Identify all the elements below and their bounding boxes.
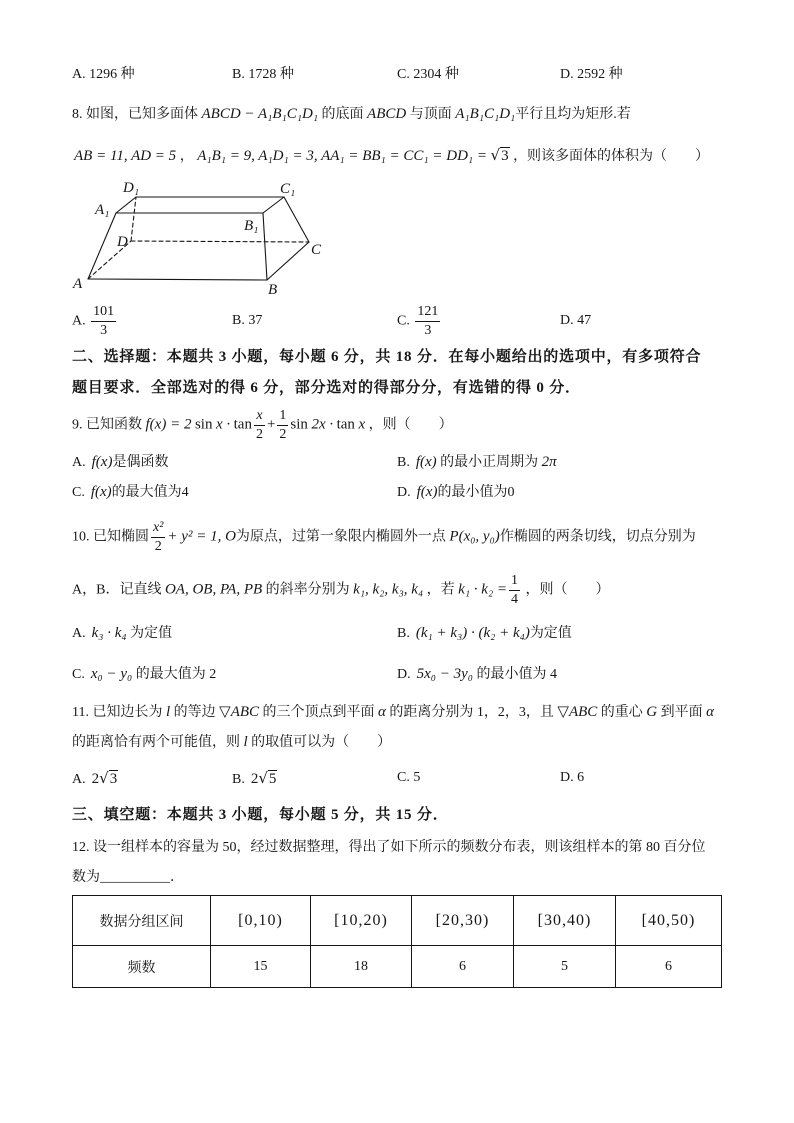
- option-math: f(x): [90, 484, 112, 500]
- table-header-cell: [30,40): [514, 896, 616, 946]
- q10-stem-text: 10. 已知椭圆: [72, 529, 149, 545]
- option-text: 的最小正周期为: [440, 455, 539, 470]
- option-text: 为定值: [130, 626, 173, 641]
- fraction: [254, 409, 265, 442]
- edge-b-c: [267, 242, 309, 280]
- q8-condition-top: A₁B₁ = 9, A₁D₁ = 3, AA₁ = BB₁ = CC₁ = DD₁ =: [197, 148, 487, 164]
- vertex-label-b1: B₁: [244, 218, 259, 234]
- fraction: [277, 409, 288, 442]
- fraction-denominator: 2: [279, 427, 287, 442]
- option-math: (k₁ + k₃) · (k₂ + k₄): [415, 625, 530, 641]
- option-label: B.: [397, 455, 410, 470]
- sqrt-radicand: 3: [109, 771, 118, 787]
- q9-option-b: [397, 452, 557, 473]
- option-label: A.: [72, 772, 86, 787]
- edge-a1-d1: [116, 197, 136, 213]
- fraction-denominator: 4: [511, 592, 519, 607]
- q8-option-d: D. 47: [560, 313, 592, 328]
- q11-stem-text: 到平面: [660, 705, 703, 720]
- polyhedron-figure: [68, 176, 338, 300]
- q8-stem-line-1: [72, 104, 631, 125]
- vertex-label-a: A: [73, 276, 83, 292]
- q10-stem-text: 作椭圆的两条切线，切点分别为: [499, 529, 696, 545]
- q10-stem-text: ，若: [426, 582, 455, 598]
- q11-option-c: C. 5: [397, 770, 421, 785]
- option-math: x₀ − y₀: [90, 666, 133, 682]
- option-label: B.: [232, 772, 245, 787]
- q8-stem-text: 8. 如图，已知多面体: [72, 107, 198, 122]
- fraction-denominator: 3: [424, 323, 432, 338]
- fraction-denominator: 2: [154, 539, 162, 554]
- vertex-label-c1: C₁: [280, 181, 296, 197]
- section-3-heading: 三、填空题：本题共 3 小题，每小题 5 分，共 15 分．: [72, 807, 449, 823]
- table-header-cell: [0,10): [211, 896, 311, 946]
- table-cell: 6: [616, 946, 722, 988]
- fraction-numerator: x²: [151, 521, 165, 538]
- q11-stem-line-2: [72, 732, 391, 753]
- table-header-cell: 数据分组区间: [73, 896, 211, 946]
- sqrt-radicand: 5: [268, 771, 277, 787]
- q10-stem-text: A，B．记直线: [72, 582, 162, 598]
- vertex-label-b: B: [268, 282, 278, 298]
- q11-stem-text: 的等边: [173, 705, 216, 720]
- q10-lines: OA, OB, PA, PB: [164, 581, 263, 598]
- vertex-label-d: D: [117, 234, 128, 250]
- q10-stem-text: ，则（ ）: [525, 582, 610, 598]
- q9-function-name: tan: [233, 416, 252, 433]
- q11-plane: α: [706, 704, 714, 720]
- q11-stem-text: 的距离分别为 1，2，3，且: [389, 705, 554, 720]
- table-row: [73, 946, 722, 988]
- frequency-table: [72, 895, 722, 988]
- option-label: B.: [397, 626, 410, 641]
- vertex-label-d1: D₁: [123, 180, 140, 196]
- fraction: [509, 574, 520, 607]
- q8-condition-base: AB = 11, AD = 5: [74, 148, 177, 164]
- q12-stem-line-2: 数为__________．: [72, 870, 184, 885]
- q9-formula-part: f(x) = 2: [145, 416, 192, 433]
- option-label: D.: [397, 667, 411, 682]
- q8-stem-text: 的底面: [321, 107, 364, 122]
- option-math: f(x): [91, 454, 113, 470]
- q11-stem-line-1: [72, 702, 714, 723]
- q11-centroid: G: [646, 704, 658, 720]
- sqrt-radicand: 3: [501, 148, 509, 164]
- edge-c-c1: [284, 197, 309, 242]
- fraction: [91, 305, 116, 338]
- q10-stem-line-2: [72, 574, 610, 607]
- q8-option-a: [72, 305, 118, 338]
- q9-formula-part: x: [358, 416, 366, 433]
- q11-stem-text: 的距离恰有两个可能值，则: [72, 735, 240, 750]
- q10-ellipse-equation: + y² = 1, O: [167, 528, 236, 545]
- q7-option-b: B. 1728 种: [232, 67, 294, 82]
- option-text: 的最大值为 2: [135, 667, 217, 682]
- table-header-cell: [20,30): [412, 896, 514, 946]
- q11-side-length: l: [165, 704, 171, 720]
- fraction-numerator: x: [254, 409, 265, 426]
- q12-stem-line-1: 12. 设一组样本的容量为 50，经过数据整理，得出了如下所示的频数分布表，则该组样本的第 80 百分位: [72, 840, 706, 855]
- edge-d-d1-hidden: [131, 197, 136, 241]
- q9-stem: [72, 409, 453, 442]
- q11-option-d: D. 6: [560, 770, 585, 785]
- q8-stem-line-2: [74, 145, 709, 167]
- edge-a-b: [88, 279, 267, 280]
- section-2-heading-line-2: 题目要求．全部选对的得 6 分，部分选对的得部分分，有选错的得 0 分．: [72, 380, 581, 396]
- vertex-label-c: C: [311, 242, 322, 258]
- plus-sign: +: [266, 416, 276, 433]
- option-coefficient: 2: [250, 771, 259, 787]
- option-text: 的最小值为0: [437, 485, 515, 500]
- option-math: 5x₀ − 3y₀: [416, 666, 473, 682]
- q9-option-d: [397, 482, 514, 503]
- option-text: 的最大值为4: [111, 485, 189, 500]
- q10-slopes: k₁, k₂, k₃, k₄: [353, 581, 424, 598]
- vertex-label-a1: A₁: [95, 202, 110, 218]
- q11-stem-text: 的取值可以为（ ）: [251, 735, 392, 750]
- table-cell: 18: [311, 946, 412, 988]
- q8-base-name: ABCD: [367, 106, 407, 122]
- sqrt-sign: √: [99, 769, 109, 787]
- q9-formula-part: x ·: [215, 416, 231, 433]
- q9-stem-text: ，则（ ）: [368, 417, 453, 433]
- q10-option-a: [72, 623, 172, 644]
- table-cell: 6: [412, 946, 514, 988]
- q8-stem-text: 平行且均为矩形.若: [515, 107, 631, 122]
- q10-option-d: [397, 664, 557, 685]
- option-text: 是偶函数: [112, 455, 169, 470]
- q11-plane: α: [378, 704, 386, 720]
- q8-option-b: B. 37: [232, 313, 263, 328]
- q11-option-b: [232, 768, 277, 790]
- option-label: C.: [397, 313, 410, 329]
- fraction-denominator: 2: [255, 427, 263, 442]
- table-header-cell: [10,20): [311, 896, 412, 946]
- q10-option-b: [397, 623, 572, 644]
- sqrt-sign: √: [258, 769, 268, 787]
- q9-function-name: sin: [194, 416, 213, 433]
- option-math: f(x): [416, 484, 438, 500]
- option-math: f(x): [415, 454, 437, 470]
- option-label: A.: [72, 626, 86, 641]
- q8-option-c: [397, 305, 442, 338]
- q9-option-a: [72, 452, 168, 473]
- q10-point-p: P(x₀, y₀): [449, 528, 500, 545]
- q7-option-c: C. 2304 种: [397, 67, 459, 82]
- q7-option-d: D. 2592 种: [560, 67, 623, 82]
- fraction-numerator: 1: [509, 574, 520, 591]
- option-math: k₃ · k₄: [91, 625, 127, 641]
- q8-stem-text: 与顶面: [409, 107, 452, 122]
- q8-polyhedron-name: ABCD − A₁B₁C₁D₁: [201, 106, 319, 122]
- q11-option-a: [72, 768, 118, 790]
- option-coefficient: 2: [91, 771, 100, 787]
- q8-stem-text: ，则该多面体的体积为（ ）: [513, 149, 710, 164]
- fraction-numerator: 1: [277, 409, 288, 426]
- option-label: D.: [397, 485, 411, 500]
- edge-b1-c1: [263, 197, 284, 213]
- q11-triangle: ▽ABC: [557, 704, 598, 720]
- table-cell: 频数: [73, 946, 211, 988]
- q10-option-c: [72, 664, 216, 685]
- table-cell: 15: [211, 946, 311, 988]
- option-text: 为定值: [529, 626, 572, 641]
- option-label: C.: [72, 485, 85, 500]
- edge-b-b1: [263, 213, 267, 280]
- q8-top-name: A₁B₁C₁D₁: [455, 106, 516, 122]
- edge-d-c-hidden: [131, 241, 309, 242]
- q7-option-a: A. 1296 种: [72, 67, 135, 82]
- q11-stem-text: 11. 已知边长为: [72, 705, 163, 720]
- q9-function-name: sin: [290, 416, 308, 433]
- fraction-denominator: 3: [100, 323, 108, 338]
- q10-stem-text: 的斜率分别为: [265, 582, 350, 598]
- fraction: [415, 305, 440, 338]
- option-text: 的最小值为 4: [476, 667, 557, 682]
- q9-function-name: tan: [336, 416, 355, 433]
- q11-triangle: ▽ABC: [219, 704, 260, 720]
- q11-side-length: l: [243, 734, 248, 750]
- table-cell: 5: [514, 946, 616, 988]
- q10-slope-product: k₁ · k₂ =: [458, 581, 508, 598]
- option-label: C.: [72, 667, 85, 682]
- option-label: A.: [72, 313, 86, 329]
- q9-stem-text: 9. 已知函数: [72, 417, 142, 433]
- q9-formula-part: 2x ·: [311, 416, 334, 433]
- q9-option-c: [72, 482, 189, 503]
- fraction-numerator: 101: [91, 305, 116, 322]
- sqrt-sign: √: [490, 146, 501, 164]
- option-math: 2π: [541, 454, 557, 470]
- q10-stem-text: 为原点，过第一象限内椭圆外一点: [235, 529, 446, 545]
- fraction: [151, 521, 165, 554]
- q11-stem-text: 的重心: [600, 705, 643, 720]
- q10-stem-line-1: [72, 521, 696, 554]
- table-header-cell: [40,50): [616, 896, 722, 946]
- fraction-numerator: 121: [415, 305, 440, 322]
- option-label: A.: [72, 455, 86, 470]
- q8-stem-text: ，: [179, 149, 194, 164]
- table-header-row: [73, 896, 722, 946]
- section-2-heading-line-1: 二、选择题：本题共 3 小题，每小题 6 分，共 18 分．在每小题给出的选项中，有多项符合: [72, 349, 702, 365]
- q11-stem-text: 的三个顶点到平面: [262, 705, 375, 720]
- edge-a-a1: [88, 213, 116, 279]
